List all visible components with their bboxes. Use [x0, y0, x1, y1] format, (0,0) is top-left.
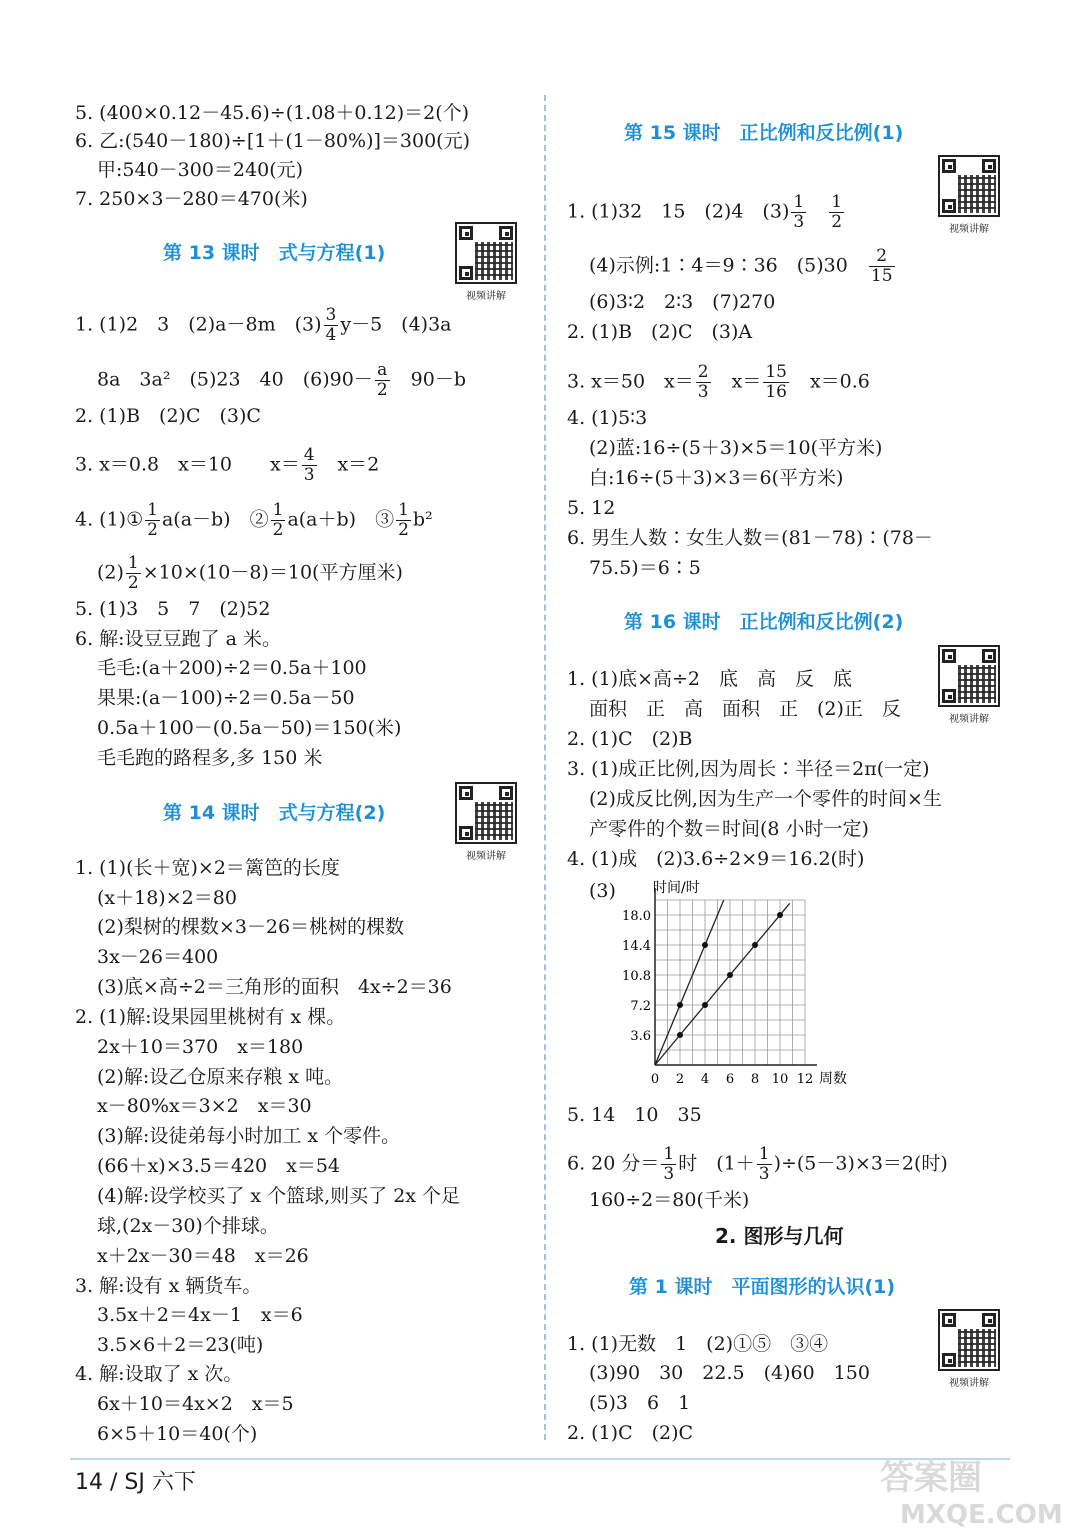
qr-code[interactable]: [938, 645, 1000, 725]
text: a(a＋b) ③: [287, 508, 395, 531]
answer-line: 2. (1)C (2)B: [567, 728, 693, 750]
answer-line: (3)解:设徒弟每小时加工 x 个零件。: [97, 1125, 401, 1147]
y-axis-label: 时间/时: [653, 880, 700, 896]
qr-code[interactable]: [455, 782, 517, 862]
text: x＝: [712, 370, 762, 393]
frac-num: 15: [765, 362, 787, 382]
data-point: [702, 1002, 708, 1008]
text: 3. x＝50 x＝: [567, 370, 694, 393]
y-tick-label: 7.2: [630, 999, 651, 1014]
answer-line: x－80%x＝3×2 x＝30: [97, 1095, 312, 1117]
fraction: [791, 193, 806, 232]
fraction: [126, 554, 141, 593]
frac-num: 2: [869, 247, 895, 267]
frac-den: 15: [870, 266, 893, 286]
series-line: [655, 903, 790, 1065]
text: 1. (1)2 3 (2)a－8m (3): [75, 313, 322, 336]
answer-line: 3.5x＋2＝4x－1 x＝6: [97, 1304, 303, 1326]
answer-line: 面积 正 高 面积 正 (2)正 反: [589, 698, 901, 720]
fraction: [302, 446, 317, 485]
frac-den: 3: [303, 465, 315, 485]
qr-caption: 视频讲解: [466, 851, 506, 862]
fraction: [375, 361, 390, 400]
frac-num: 1: [831, 192, 843, 212]
qr-image: [938, 155, 1000, 217]
text: 1. (1)32 15 (2)4 (3): [567, 200, 790, 223]
answer-line: 3. (1)成正比例,因为周长∶半径＝2π(一定): [567, 758, 930, 780]
qr-code[interactable]: [455, 222, 517, 302]
x-tick-label: 6: [725, 1072, 735, 1087]
text: a(a－b) ②: [161, 508, 269, 531]
answer-line: 2. (1)解:设果园里桃树有 x 棵。: [75, 1006, 346, 1028]
answer-line: 2. (1)B (2)C (3)A: [567, 321, 753, 343]
qr-code[interactable]: [938, 155, 1000, 235]
text: 时 (1＋: [678, 1152, 755, 1175]
answer-line: 毛毛:(a＋200)÷2＝0.5a＋100: [97, 657, 367, 679]
data-point: [727, 972, 733, 978]
answer-line: 6. 男生人数∶女生人数＝(81－78)∶(78－: [567, 527, 933, 549]
qr-caption: 视频讲解: [466, 291, 506, 302]
answer-line: [97, 361, 466, 400]
text: 3. x＝0.8 x＝10 x＝: [75, 453, 300, 476]
answer-line: (3): [589, 880, 616, 902]
lesson-13-heading: 第 13 课时 式与方程(1): [163, 242, 386, 264]
page-footer: 14 / SJ 六下: [75, 1470, 196, 1495]
section-heading: 2. 图形与几何: [715, 1224, 844, 1248]
data-point: [702, 942, 708, 948]
y-tick-label: 14.4: [622, 939, 651, 954]
frac-num: 1: [398, 500, 409, 520]
watermark-url: MXQE.COM: [900, 1500, 1063, 1530]
frac-num: 1: [147, 500, 158, 520]
text: 8a 3a² (5)23 40 (6)90－: [97, 368, 373, 391]
answer-line: (5)3 6 1: [589, 1392, 691, 1414]
answer-line: [567, 193, 846, 232]
qr-caption: 视频讲解: [949, 224, 989, 235]
y-tick-label: 3.6: [630, 1029, 651, 1044]
series-line: [655, 900, 724, 1065]
answer-line: 果果:(a－100)÷2＝0.5a－50: [97, 687, 355, 709]
answer-line: 球,(2x－30)个排球。: [97, 1215, 279, 1237]
answer-line: 4. 解:设取了 x 次。: [75, 1363, 243, 1385]
text: 4. (1)①: [75, 508, 144, 531]
qr-image: [455, 222, 517, 284]
answer-line: [567, 1145, 948, 1184]
data-point: [777, 912, 783, 918]
answer-line: (4)解:设学校买了 x 个篮球,则买了 2x 个足: [97, 1185, 461, 1207]
fraction: [869, 247, 895, 286]
answer-line: 5. 14 10 35: [567, 1104, 702, 1126]
text: ×10×(10－8)＝10(平方厘米): [142, 561, 403, 584]
text: x＝0.6: [790, 370, 870, 393]
answer-line: 5. (1)3 5 7 (2)52: [75, 598, 271, 620]
answer-line: 白:16÷(5＋3)×3＝6(平方米): [589, 467, 844, 489]
text: x＝2: [318, 453, 380, 476]
text: b²: [412, 508, 433, 531]
qr-caption: 视频讲解: [949, 1378, 989, 1389]
text: 90－b: [391, 368, 466, 391]
frac-den: 3: [793, 212, 805, 232]
answer-line: 6x＋10＝4x×2 x＝5: [97, 1393, 294, 1415]
frac-num: 2: [697, 362, 709, 382]
frac-den: 3: [697, 382, 709, 402]
frac-den: 2: [376, 380, 388, 400]
line-chart: [617, 878, 907, 1093]
answer-line: (2)梨树的棵数×3－26＝桃树的棵数: [97, 916, 405, 938]
x-tick-label: 0: [650, 1072, 660, 1087]
qr-code[interactable]: [938, 1309, 1000, 1389]
fraction: [271, 501, 286, 540]
answer-line: 6. 解:设豆豆跑了 a 米。: [75, 628, 281, 650]
fraction: [396, 501, 411, 540]
data-point: [752, 942, 758, 948]
answer-line: (2)解:设乙仓原来存粮 x 吨。: [97, 1066, 344, 1088]
answer-line: [567, 363, 870, 402]
frac-num: 3: [325, 305, 337, 325]
answer-line: 毛毛跑的路程多,多 150 米: [97, 747, 323, 769]
frac-den: 16: [765, 382, 787, 402]
text: 6. 20 分＝: [567, 1152, 660, 1175]
answer-line: (3)90 30 22.5 (4)60 150: [589, 1362, 870, 1384]
frac-num: 1: [127, 553, 139, 573]
answer-line: 产零件的个数＝时间(8 小时一定): [589, 818, 869, 840]
answer-line: [75, 306, 452, 345]
answer-line: 4. (1)5∶3: [567, 407, 648, 429]
answer-line: (x＋18)×2＝80: [97, 887, 237, 909]
frac-num: 1: [663, 1144, 675, 1164]
frac-num: a: [375, 361, 390, 381]
frac-den: 2: [272, 520, 284, 540]
answer-line: x＋2x－30＝48 x＝26: [97, 1245, 309, 1267]
x-axis-label: 周数: [819, 1071, 847, 1087]
answer-line: 4. (1)成 (2)3.6÷2×9＝16.2(时): [567, 848, 865, 870]
x-tick-label: 10: [771, 1072, 789, 1087]
frac-num: 4: [303, 445, 315, 465]
frac-den: 3: [758, 1164, 770, 1184]
lesson-14-heading: 第 14 课时 式与方程(2): [163, 802, 386, 824]
answer-line: 1. (1)无数 1 (2)①⑤ ③④: [567, 1333, 829, 1355]
answer-line: 2. (1)C (2)C: [567, 1422, 694, 1444]
x-tick-label: 2: [675, 1072, 685, 1087]
fraction: [763, 363, 789, 402]
frac-num: 1: [793, 192, 805, 212]
frac-num: 1: [758, 1144, 770, 1164]
answer-line: (66＋x)×3.5＝420 x＝54: [97, 1155, 341, 1177]
answer-line: 0.5a＋100－(0.5a－50)＝150(米): [97, 717, 402, 739]
footer-rule: [70, 1458, 1010, 1460]
answer-line: 5. (400×0.12－45.6)÷(1.08＋0.12)＝2(个): [75, 102, 470, 124]
frac-den: 2: [127, 573, 139, 593]
answer-line: 1. (1)底×高÷2 底 高 反 底: [567, 668, 853, 690]
answer-line: 160÷2＝80(千米): [589, 1189, 750, 1211]
answer-line: 6×5＋10＝40(个): [97, 1423, 258, 1445]
fraction: [696, 363, 711, 402]
frac-num: 1: [272, 500, 284, 520]
answer-line: 3x－26＝400: [97, 946, 219, 968]
column-divider: [544, 95, 546, 1440]
frac-den: 2: [398, 520, 409, 540]
data-point: [677, 1032, 683, 1038]
answer-line: (2)成反比例,因为生产一个零件的时间×生: [589, 788, 942, 810]
fraction: [145, 501, 160, 540]
answer-line: 7. 250×3－280＝470(米): [75, 188, 308, 210]
answer-line: (3)底×高÷2＝三角形的面积 4x÷2＝36: [97, 976, 452, 998]
y-tick-label: 10.8: [622, 969, 651, 984]
x-tick-label: 8: [750, 1072, 760, 1087]
answer-line: [589, 247, 897, 286]
watermark-logo: 答案圈: [880, 1458, 982, 1498]
x-tick-label: 12: [796, 1072, 814, 1087]
fraction: [757, 1145, 772, 1184]
answer-line: (6)3∶2 2∶3 (7)270: [589, 291, 776, 313]
frac-den: 2: [831, 212, 843, 232]
fraction: [829, 193, 844, 232]
frac-den: 2: [147, 520, 158, 540]
data-point: [677, 1002, 683, 1008]
answer-line: [97, 554, 403, 593]
qr-image: [455, 782, 517, 844]
text: (2): [97, 561, 124, 584]
fraction: [661, 1145, 676, 1184]
answer-line: [75, 501, 433, 540]
y-tick-label: 18.0: [622, 909, 651, 924]
lesson-15-heading: 第 15 课时 正比例和反比例(1): [624, 122, 904, 144]
qr-caption: 视频讲解: [949, 714, 989, 725]
text: y－5 (4)3a: [340, 313, 452, 336]
frac-den: 3: [663, 1164, 675, 1184]
x-tick-label: 4: [700, 1072, 710, 1087]
answer-line: 2x＋10＝370 x＝180: [97, 1036, 304, 1058]
answer-line: 3. 解:设有 x 辆货车。: [75, 1275, 262, 1297]
answer-line: 6. 乙:(540－180)÷[1＋(1－80%)]＝300(元): [75, 130, 470, 152]
text: )÷(5－3)×3＝2(时): [773, 1152, 948, 1175]
lesson-1-heading: 第 1 课时 平面图形的认识(1): [629, 1276, 896, 1298]
answer-line: 1. (1)(长＋宽)×2＝篱笆的长度: [75, 857, 340, 879]
text: (4)示例:1∶4＝9∶36 (5)30: [589, 254, 848, 277]
answer-line: [75, 446, 379, 485]
answer-line: 5. 12: [567, 497, 616, 519]
answer-line: 75.5)＝6∶5: [589, 557, 701, 579]
answer-line: 2. (1)B (2)C (3)C: [75, 405, 261, 427]
qr-image: [938, 645, 1000, 707]
answer-line: 3.5×6＋2＝23(吨): [97, 1334, 264, 1356]
answer-line: 甲:540－300＝240(元): [97, 159, 304, 181]
fraction: [324, 306, 339, 345]
lesson-16-heading: 第 16 课时 正比例和反比例(2): [624, 611, 904, 633]
frac-den: 4: [325, 325, 337, 345]
answer-line: (2)蓝:16÷(5＋3)×5＝10(平方米): [589, 437, 883, 459]
qr-image: [938, 1309, 1000, 1371]
